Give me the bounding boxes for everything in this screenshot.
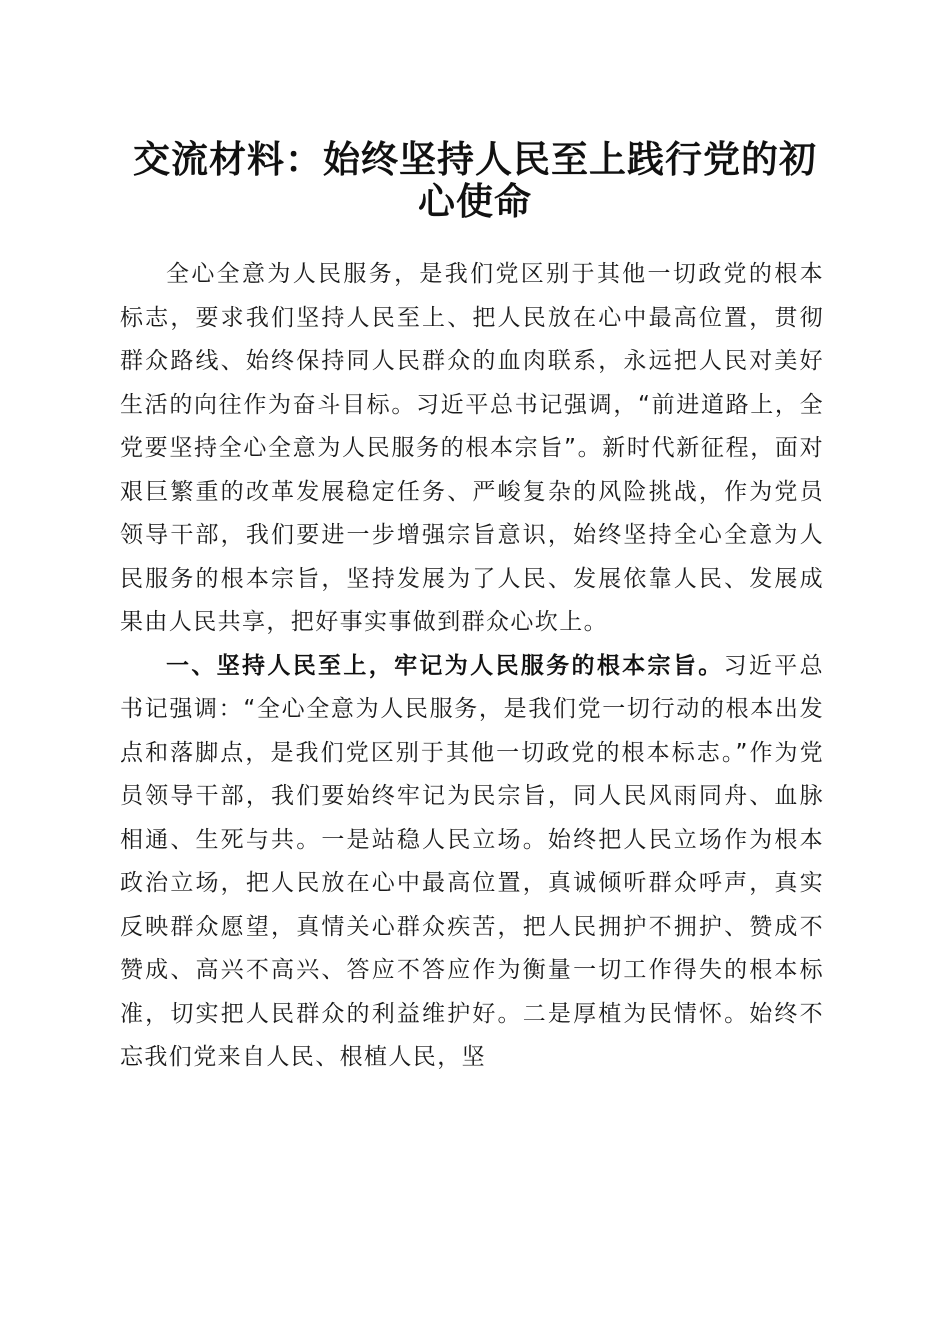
document-body	[120, 253, 824, 1080]
paragraph-text: 全心全意为人民服务，是我们党区别于其他一切政党的根本标志，要求我们坚持人民至上、把人民放在心中最高位置，贯彻群众路线、始终保持同人民群众的血肉联系，永远把人民对美好生活的向往作为奋斗目标。习近平总书记强调，“前进道路上，全党要坚持全心全意为人民服务的根本宗旨”。新时代新征程，面对艰巨繁重的改革发展稳定任务、严峻复杂的风险挑战，作为党员领导干部，我们要进一步增强宗旨意识，始终坚持全心全意为人民服务的根本宗旨，坚持发展为了人民、发展依靠人民、发展成果由人民共享，把好事实事做到群众心坎上。	[120, 261, 824, 635]
paragraph-section-one	[120, 645, 824, 1080]
paragraph-text: 习近平总书记强调：“全心全意为人民服务，是我们党一切行动的根本出发点和落脚点，是我们党区别于其他一切政党的根本标志。”作为党员领导干部，我们要始终牢记为民宗旨，同人民风雨同舟、血脉相通、生死与共。一是站稳人民立场。始终把人民立场作为根本政治立场，把人民放在心中最高位置，真诚倾听群众呼声，真实反映群众愿望，真情关心群众疾苦，把人民拥护不拥护、赞成不赞成、高兴不高兴、答应不答应作为衡量一切工作得失的根本标准，切实把人民群众的利益维护好。二是厚植为民情怀。始终不忘我们党来自人民、根植人民，坚	[120, 652, 824, 1070]
section-heading: 一、坚持人民至上，牢记为人民服务的根本宗旨。	[166, 652, 724, 679]
paragraph-intro	[120, 253, 824, 645]
document-title: 交流材料：始终坚持人民至上践行党的初心使命	[133, 137, 817, 223]
